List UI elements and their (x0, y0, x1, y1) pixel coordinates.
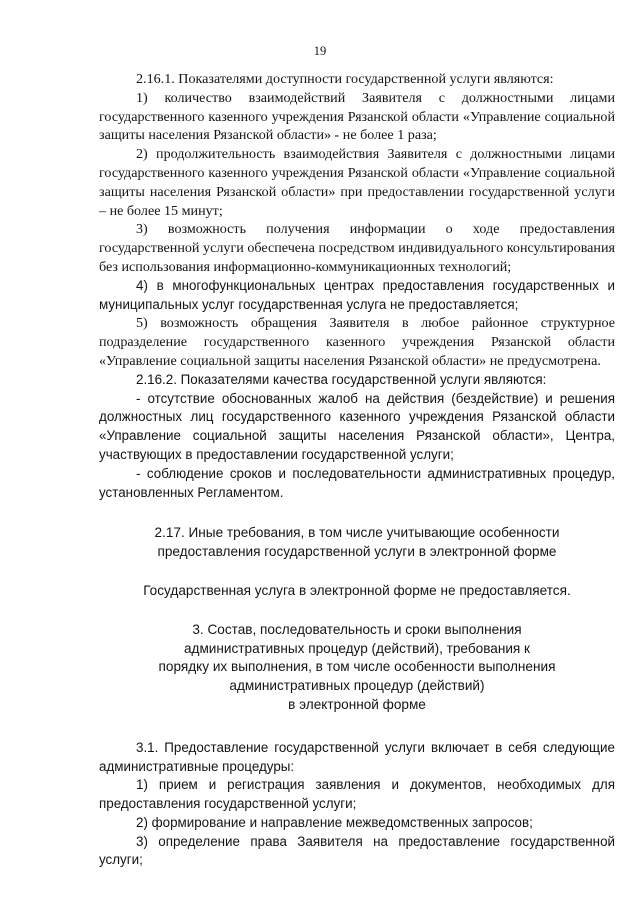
page-number: 19 (313, 44, 327, 58)
heading-3-line-4: административных процедур (действий) (229, 678, 485, 694)
paragraph-2-17-text: Государственная услуга в электронной форме не предоставляется. (143, 582, 571, 598)
heading-3-line-3: порядку их выполнения, в том числе особенности выполнения (158, 659, 556, 675)
heading-2-17 (99, 524, 615, 562)
heading-3-line-1: 3. Состав, последовательность и сроки выполнения (192, 621, 522, 637)
paragraph-availability-1: 1) количество взаимодействий Заявителя с должностными лицами государственного казенного учреждения Рязанской области «Управление социальной защиты населения Рязанской области» - не более 1 раза; (99, 89, 615, 144)
paragraph-3-1: 3.1. Предоставление государственной услуги включает в себя следующие административные процедуры: (99, 739, 615, 774)
page-content (99, 70, 615, 870)
paragraph-availability-2: 2) продолжительность взаимодействия Заявителя с должностными лицами государственного казенного учреждения Рязанской области «Управление социальной защиты населения Рязанской области» при предоставлении государственной услуги – не более 15 минут; (99, 146, 615, 219)
heading-2-17-line-1: 2.17. Иные требования, в том числе учитывающие особенности (154, 525, 560, 541)
paragraph-procedure-3: 3) определение права Заявителя на предоставление государственной услуги; (99, 833, 615, 868)
heading-3-line-5: в электронной форме (288, 696, 426, 712)
paragraph-availability-4: 4) в многофункциональных центрах предоставления государственных и муниципальных услуг государственная услуга не предоставляется; (99, 277, 615, 312)
heading-2-17-line-2: предоставления государственной услуги в электронной форме (157, 544, 557, 560)
paragraph-quality-1: - отсутствие обоснованных жалоб на действия (бездействие) и решения должностных лиц государственного казенного учреждения Рязанской области «Управление социальной защиты населения Рязанской области», Центра, участвующих в предоставлении государственной услуги; (99, 390, 615, 462)
paragraph-procedure-1: 1) прием и регистрация заявления и документов, необходимых для предоставления государственной услуги; (99, 777, 615, 812)
paragraph-procedure-2: 2) формирование и направление межведомственных запросов; (136, 814, 533, 830)
paragraph-2-16-2: 2.16.2. Показателями качества государственной услуги являются: (136, 371, 547, 387)
paragraph-2-16-1: 2.16.1. Показателями доступности государственной услуги являются: (136, 71, 554, 87)
heading-3-line-2: административных процедур (действий), требования к (183, 640, 531, 656)
heading-section-3 (99, 621, 615, 715)
paragraph-availability-3: 3) возможность получения информации о ходе предоставления государственной услуги обеспечена посредством индивидуального консультирования без использования информационно-коммуникационных технологий; (99, 221, 615, 275)
paragraph-quality-2: - соблюдение сроков и последовательности административных процедур, установленных Регламентом. (99, 465, 615, 500)
paragraph-availability-5: 5) возможность обращения Заявителя в любое районное структурное подразделение государственного казенного учреждения Рязанской области «Управление социальной защиты населения Рязанской области» не предусмотрена. (99, 315, 615, 369)
